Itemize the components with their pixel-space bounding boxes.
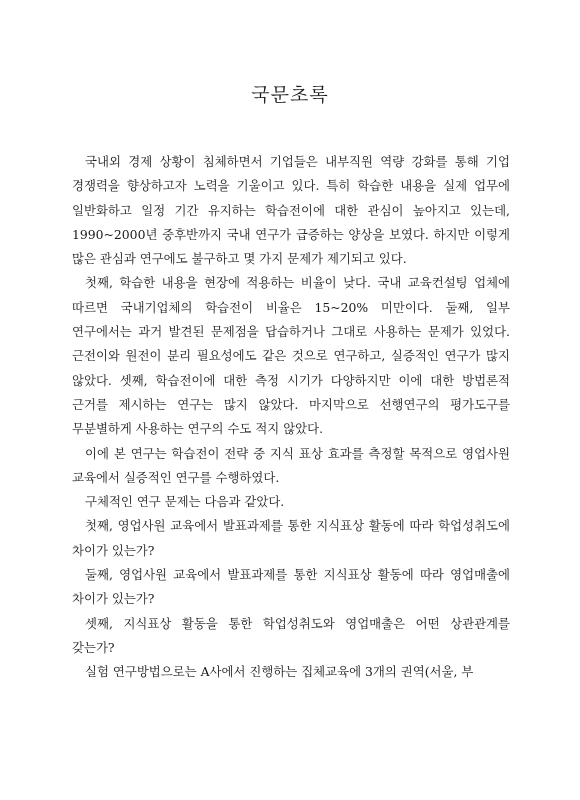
paragraph: 둘째, 영업사원 교육에서 발표과제를 통한 지식표상 활동에 따라 영업매출에 차이가 있는가? [72, 567, 510, 607]
page-title: 국문초록 [251, 84, 329, 106]
paragraph: 셋째, 지식표상 활동을 통한 학업성취도와 영업매출은 어떤 상관관계를 갖는가? [72, 615, 510, 655]
abstract-body [72, 150, 510, 685]
paragraph: 첫째, 학습한 내용을 현장에 적용하는 비율이 낮다. 국내 교육컨설팅 업체에 따르면 국내기업체의 학습전이 비율은 15~20% 미만이다. 둘째, 일부 연구에서는 과거 발견된 문제점을 답습하거나 그대로 사용하는 문제가 있었다. 근전이와 원전이 분리 필요성에도 같은 것으로 연구하고, 실증적인 연구가 많지 않았다. 셋째, 학습전이에 대한 측정 시기가 다양하지만 이에 대한 방법론적 근거를 제시하는 연구는 많지 않았다. 마지막으로 선행연구의 평가도구를 무분별하게 사용하는 연구의 수도 적지 않았다. [72, 275, 510, 437]
paragraph: 이에 본 연구는 학습전이 전략 중 지식 표상 효과를 측정할 목적으로 영업사원 교육에서 실증적인 연구를 수행하였다. [72, 445, 510, 485]
paragraph: 첫째, 영업사원 교육에서 발표과제를 통한 지식표상 활동에 따라 학업성취도에 차이가 있는가? [72, 518, 510, 558]
paragraph: 구체적인 연구 문제는 다음과 같았다. [85, 494, 285, 510]
paragraph: 실험 연구방법으로는 A사에서 진행하는 집체교육에 3개의 권역(서울, 부 [85, 664, 474, 680]
paragraph: 국내외 경제 상황이 침체하면서 기업들은 내부직원 역량 강화를 통해 기업 경쟁력을 향상하고자 노력을 기울이고 있다. 특히 학습한 내용을 실제 업무에 일반화하고 일정 기간 유지하는 학습전이에 대한 관심이 높아지고 있는데, 1990~2000년 중후반까지 국내 연구가 급증하는 양상을 보였다. 하지만 이렇게 많은 관심과 연구에도 불구하고 몇 가지 문제가 제기되고 있다. [72, 154, 510, 267]
